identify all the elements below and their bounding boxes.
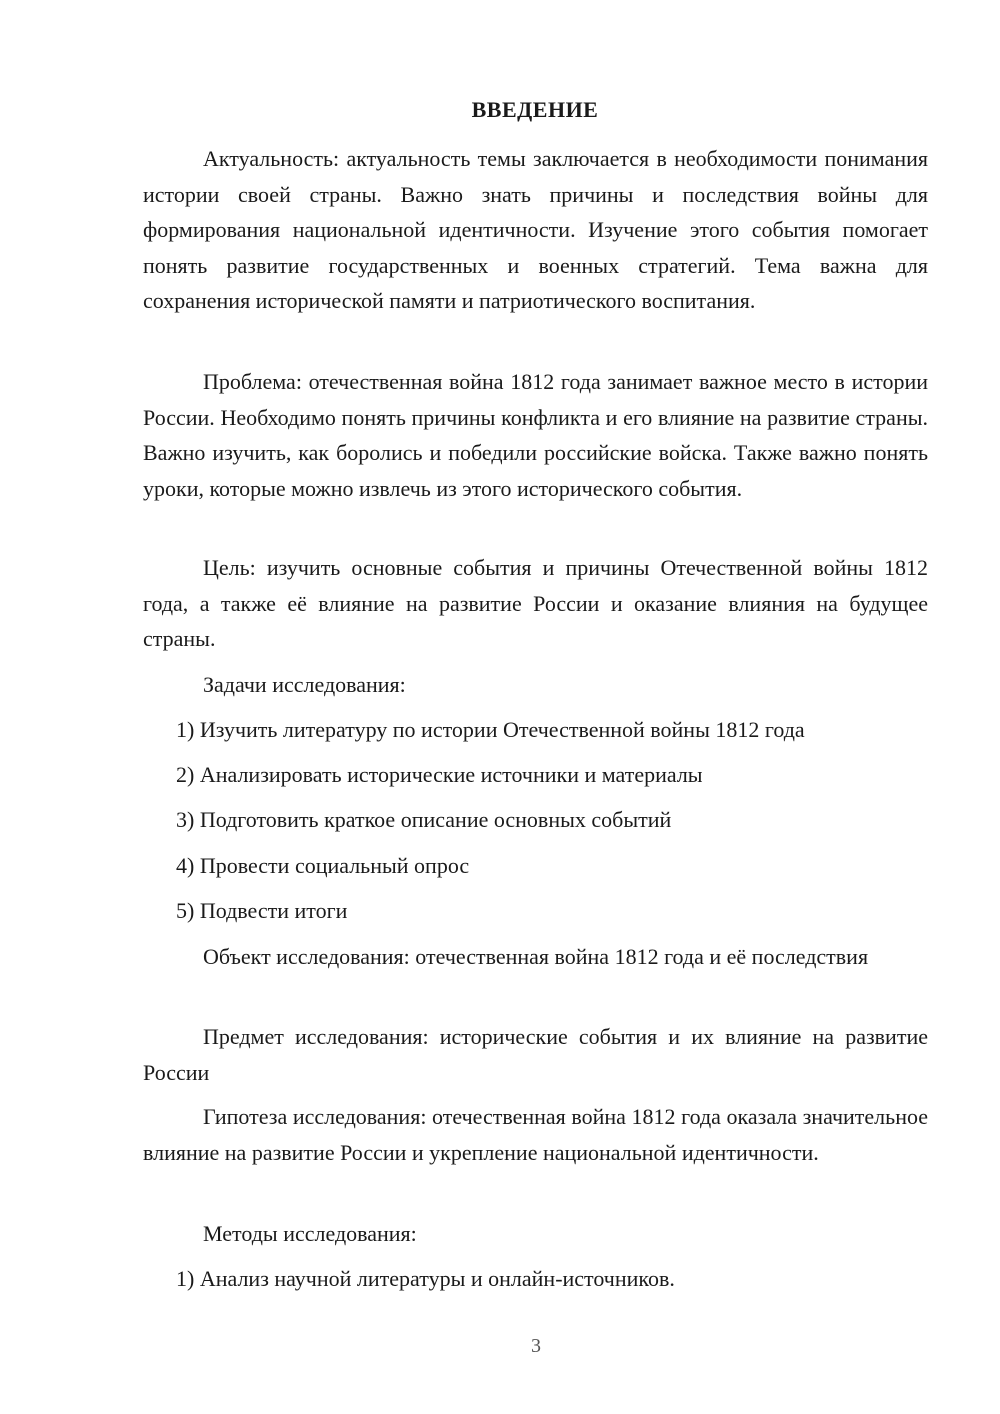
list-item: 1) Изучить литературу по истории Отечественной войны 1812 года [176,717,805,742]
list-item: 1) Анализ научной литературы и онлайн-источников. [176,1266,675,1291]
list-item: 3) Подготовить краткое описание основных событий [176,807,672,832]
subject-paragraph: Предмет исследования: исторические события и их влияние на развитие России [143,1024,928,1085]
object-paragraph: Объект исследования: отечественная война 1812 года и её последствия [203,944,869,969]
page-number: 3 [531,1335,541,1357]
problem-paragraph: Проблема: отечественная война 1812 года занимает важное место в истории России. Необходимо понять причины конфликта и его влияние на развитие страны. Важно изучить, как боролись и победили российские войска. Также важно понять уроки, которые можно извлечь из этого исторического события. [143,369,928,501]
list-item: 5) Подвести итоги [176,898,348,923]
list-item: 4) Провести социальный опрос [176,853,470,878]
relevance-paragraph: Актуальность: актуальность темы заключается в необходимости понимания истории своей страны. Важно знать причины и последствия войны для формирования национальной идентичности. Изучение этого события помогает понять развитие государственных и военных стратегий. Тема важна для сохранения исторической памяти и патриотического воспитания. [143,146,928,313]
hypothesis-paragraph: Гипотеза исследования: отечественная война 1812 года оказала значительное влияние на развитие России и укрепление национальной идентичности. [143,1104,928,1165]
goal-paragraph: Цель: изучить основные события и причины Отечественной войны 1812 года, а также её влияние на развитие России и оказание влияния на будущее страны. [143,555,928,651]
list-item: 2) Анализировать исторические источники и материалы [176,762,703,787]
tasks-heading: Задачи исследования: [203,672,406,697]
page-title: ВВЕДЕНИЕ [471,97,599,122]
methods-heading: Методы исследования: [203,1221,417,1246]
